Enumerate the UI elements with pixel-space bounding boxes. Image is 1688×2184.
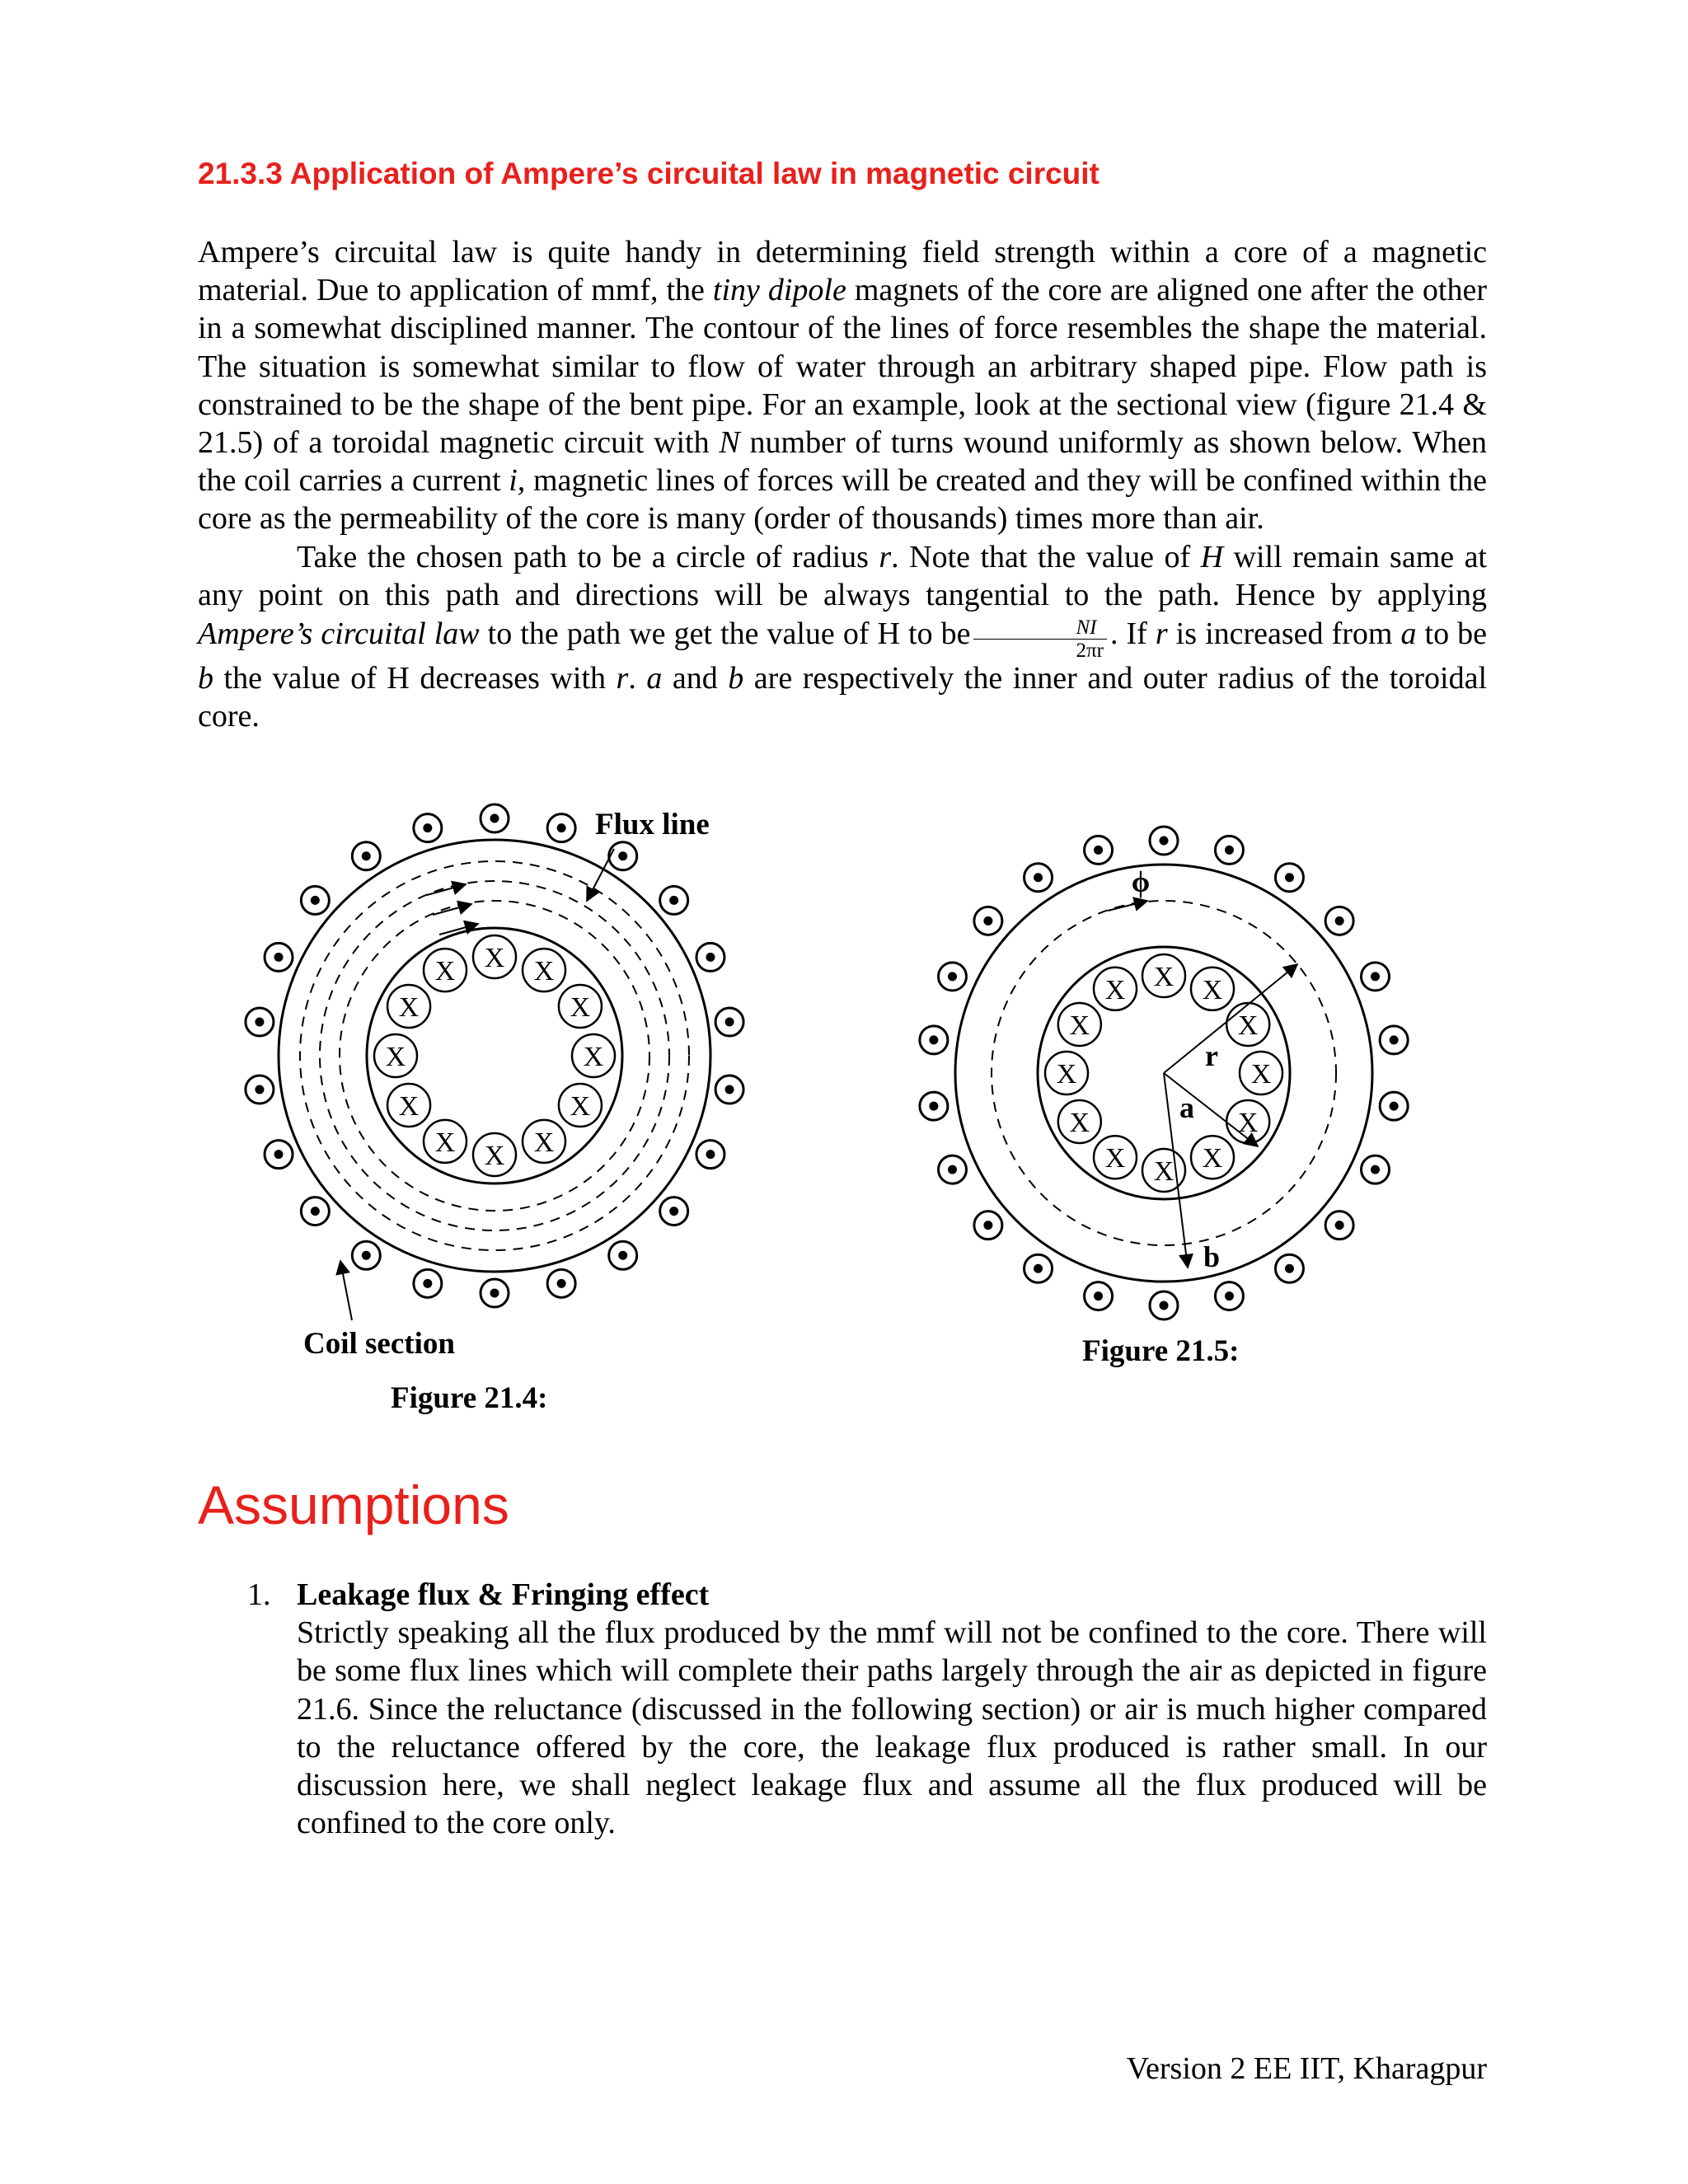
- conductor-out-of-page: [609, 842, 637, 870]
- conductor-out-of-page: [1380, 1026, 1408, 1054]
- section-heading: 21.3.3 Application of Ampere’s circuital law in magnetic circuit: [198, 157, 1100, 190]
- conductor-symbol: X: [533, 1127, 555, 1158]
- conductor-symbol: X: [1250, 1059, 1272, 1090]
- conductor-out-of-page: [938, 963, 966, 991]
- conductor-out-of-page: [715, 1008, 743, 1036]
- conductor-out-of-page: [696, 943, 724, 971]
- figure-21-5-caption: Figure 21.5:: [1082, 1334, 1240, 1368]
- conductor-out-of-page: [547, 814, 575, 842]
- italic-run: a: [646, 661, 663, 696]
- conductor-out-of-page: [481, 804, 509, 832]
- text-run: . If: [1109, 616, 1156, 652]
- coil-section-pointer: [340, 1261, 352, 1320]
- conductor-out-of-page: [1025, 1254, 1053, 1282]
- conductor-symbol: X: [1237, 1108, 1259, 1138]
- conductor-into-page: [473, 1133, 516, 1176]
- list-item-number: 1.: [247, 1577, 271, 1612]
- flux-line-outer: [300, 861, 689, 1250]
- conductor-into-page: [1240, 1052, 1282, 1094]
- radius-a-label: a: [1179, 1091, 1194, 1124]
- figure-21-4-caption: Figure 21.4:: [391, 1381, 548, 1415]
- conductor-out-of-page: [246, 1008, 274, 1036]
- text-run: .: [628, 661, 647, 696]
- conductor-into-page: [1142, 954, 1185, 997]
- conductor-out-of-page: [301, 1197, 329, 1226]
- outer-core-boundary: [279, 840, 710, 1272]
- phi-label: ϕ: [1131, 865, 1151, 898]
- conductor-out-of-page: [938, 1155, 966, 1183]
- assumptions-heading: Assumptions: [198, 1474, 509, 1535]
- text-run: magnets of the core are aligned one after the other in a somewhat disciplined manner. The contour of the lines of force resembles the shape the material. The situation is somewhat similar to flow of water through an arbitrary shaped pipe. Flow path is constrained to be the shape of the bent pipe. For an example, look at the sectional view (figure 21.4 & 21.5) of a toroidal magnetic circuit with: [198, 273, 1487, 461]
- conductor-symbol: X: [1069, 1108, 1090, 1138]
- conductor-into-page: [374, 1034, 417, 1077]
- conductor-out-of-page: [1085, 1282, 1113, 1310]
- conductor-into-page: [387, 985, 430, 1028]
- italic-run: i,: [509, 463, 526, 499]
- flux-line-middle: [320, 881, 669, 1230]
- conductor-symbol: X: [1104, 974, 1126, 1005]
- flux-arrow-middle: [433, 904, 471, 915]
- radius-b-label: b: [1203, 1240, 1221, 1273]
- flux-arrow-outer: [427, 884, 466, 895]
- text-run: will remain same at any point on this path and directions will be always tangential to the path. Hence by applying: [198, 539, 1487, 612]
- conductor-symbol: X: [1104, 1143, 1126, 1174]
- conductor-out-of-page: [481, 1279, 509, 1307]
- conductor-into-page: [1058, 1003, 1101, 1046]
- conductor-into-page: [424, 949, 467, 991]
- conductor-out-of-page: [696, 1141, 724, 1169]
- italic-run: Ampere’s circuital law: [198, 616, 480, 652]
- conductor-symbol: X: [533, 956, 555, 987]
- conductor-symbol: X: [583, 1042, 604, 1072]
- conductor-into-page: [1191, 968, 1234, 1010]
- conductor-symbol: X: [1202, 974, 1223, 1005]
- conductor-out-of-page: [1325, 907, 1353, 935]
- conductor-out-of-page: [1025, 864, 1053, 892]
- conductor-out-of-page: [1362, 1155, 1390, 1183]
- italic-run: r: [616, 661, 629, 696]
- list-item-title: Leakage flux & Fringing effect: [297, 1577, 710, 1612]
- text-run: to the path we get the value of H to be: [479, 616, 971, 652]
- conductor-out-of-page: [547, 1269, 575, 1297]
- figure-21-4: [246, 804, 743, 1415]
- formula-denominator: 2πr: [1076, 640, 1104, 663]
- italic-run: r: [879, 539, 892, 574]
- conductor-out-of-page: [1275, 1254, 1303, 1282]
- conductor-out-of-page: [414, 814, 442, 842]
- text-run: Ampere’s circuital law is quite handy in determining field strength within a core of a magnetic material. Due to application of mmf, the: [198, 235, 1487, 308]
- conductor-out-of-page: [609, 1241, 637, 1269]
- text-run: is increased from: [1167, 616, 1401, 652]
- conductor-symbol: X: [570, 992, 591, 1023]
- text-run: and: [662, 661, 729, 696]
- italic-run: b: [198, 661, 213, 696]
- conductor-symbol: X: [1153, 962, 1175, 992]
- conductor-symbol: X: [434, 956, 456, 987]
- italic-run: H: [1200, 539, 1224, 574]
- figure-21-5: [920, 827, 1408, 1368]
- conductor-symbol: X: [1056, 1059, 1077, 1090]
- conductor-out-of-page: [715, 1076, 743, 1104]
- flux-line-label: Flux line: [595, 808, 710, 841]
- italic-run: r: [1155, 616, 1168, 652]
- list-item-text: Strictly speaking all the flux produced by the mmf will not be confined to the core. There will be some flux lines which will complete their paths largely through the air as depicted in figure 21.6. Since the reluctance (discussed in the following section) or air is much higher compared to the reluctance offered by the core, the leakage flux produced is rather small. In our discussion here, we shall neglect leakage flux and assume all the flux produced will be confined to the core only.: [297, 1615, 1487, 1841]
- conductor-symbol: X: [1202, 1143, 1223, 1174]
- conductor-out-of-page: [974, 907, 1002, 935]
- conductor-into-page: [523, 1120, 565, 1163]
- conductor-into-page: [1094, 1136, 1137, 1179]
- conductor-symbol: X: [1237, 1010, 1259, 1041]
- formula-numerator: NI: [973, 616, 1106, 640]
- conductor-symbol: X: [484, 1141, 505, 1171]
- italic-run: b: [728, 661, 744, 696]
- conductor-into-page: [572, 1034, 615, 1077]
- conductor-out-of-page: [660, 886, 688, 914]
- italic-run: a: [1400, 616, 1417, 652]
- italic-run: N: [719, 425, 740, 461]
- conductor-out-of-page: [1325, 1212, 1353, 1240]
- conductor-out-of-page: [1085, 836, 1113, 864]
- conductor-into-page: [473, 935, 516, 978]
- conductor-out-of-page: [1150, 1291, 1178, 1319]
- conductor-out-of-page: [1215, 1282, 1243, 1310]
- conductor-out-of-page: [301, 886, 329, 914]
- conductor-out-of-page: [352, 1241, 380, 1269]
- conductor-symbol: X: [385, 1042, 406, 1072]
- conductor-symbol: X: [398, 1091, 420, 1122]
- flux-direction-arrow: [1108, 901, 1147, 911]
- text-run: number of turns wound uniformly as shown below. When the coil carries a current: [198, 425, 1487, 499]
- conductor-out-of-page: [265, 1141, 293, 1169]
- conductor-out-of-page: [920, 1092, 948, 1120]
- conductor-into-page: [523, 949, 565, 991]
- text-run: magnetic lines of forces will be created and they will be confined within the core as the permeability of the core is many (order of thousands) times more than air.: [198, 463, 1487, 537]
- conductor-out-of-page: [265, 943, 293, 971]
- radius-r-label: r: [1205, 1039, 1218, 1072]
- conductor-symbol: X: [1153, 1156, 1175, 1187]
- conductor-into-page: [1142, 1149, 1185, 1192]
- page-footer: Version 2 EE IIT, Kharagpur: [1126, 2051, 1487, 2086]
- conductor-symbol: X: [398, 992, 420, 1023]
- text-run: Take the chosen path to be a circle of radius: [297, 539, 879, 574]
- conductor-into-page: [1226, 1100, 1269, 1143]
- conductor-out-of-page: [974, 1212, 1002, 1240]
- conductor-symbol: X: [1069, 1010, 1090, 1041]
- text-run: the value of H decreases with: [213, 661, 617, 696]
- incoming-conductors: [374, 935, 615, 1176]
- conductor-out-of-page: [1215, 836, 1243, 864]
- conductor-into-page: [424, 1120, 467, 1163]
- conductor-out-of-page: [352, 842, 380, 870]
- conductor-symbol: X: [434, 1127, 456, 1158]
- conductor-into-page: [1045, 1052, 1088, 1094]
- conductor-out-of-page: [246, 1076, 274, 1104]
- conductor-into-page: [1226, 1003, 1269, 1046]
- conductor-symbol: X: [570, 1091, 591, 1122]
- text-run: to be: [1416, 616, 1487, 652]
- conductor-out-of-page: [1362, 963, 1390, 991]
- text-run: are respectively the inner and outer radius of the toroidal core.: [198, 661, 1487, 734]
- conductor-into-page: [559, 1084, 602, 1127]
- conductor-into-page: [559, 985, 602, 1028]
- conductor-into-page: [1094, 968, 1137, 1010]
- conductor-out-of-page: [660, 1197, 688, 1226]
- conductor-out-of-page: [1275, 864, 1303, 892]
- conductor-into-page: [387, 1084, 430, 1127]
- conductor-out-of-page: [414, 1269, 442, 1297]
- italic-run: tiny dipole: [712, 273, 846, 308]
- conductor-into-page: [1058, 1100, 1101, 1143]
- list-item: [297, 1576, 1487, 1842]
- conductor-symbol: X: [484, 943, 505, 973]
- conductor-out-of-page: [1150, 827, 1178, 855]
- conductor-out-of-page: [920, 1026, 948, 1054]
- conductor-out-of-page: [1380, 1092, 1408, 1120]
- text-run: . Note that the value of: [891, 539, 1201, 574]
- coil-section-label: Coil section: [303, 1327, 455, 1361]
- conductor-into-page: [1191, 1136, 1234, 1179]
